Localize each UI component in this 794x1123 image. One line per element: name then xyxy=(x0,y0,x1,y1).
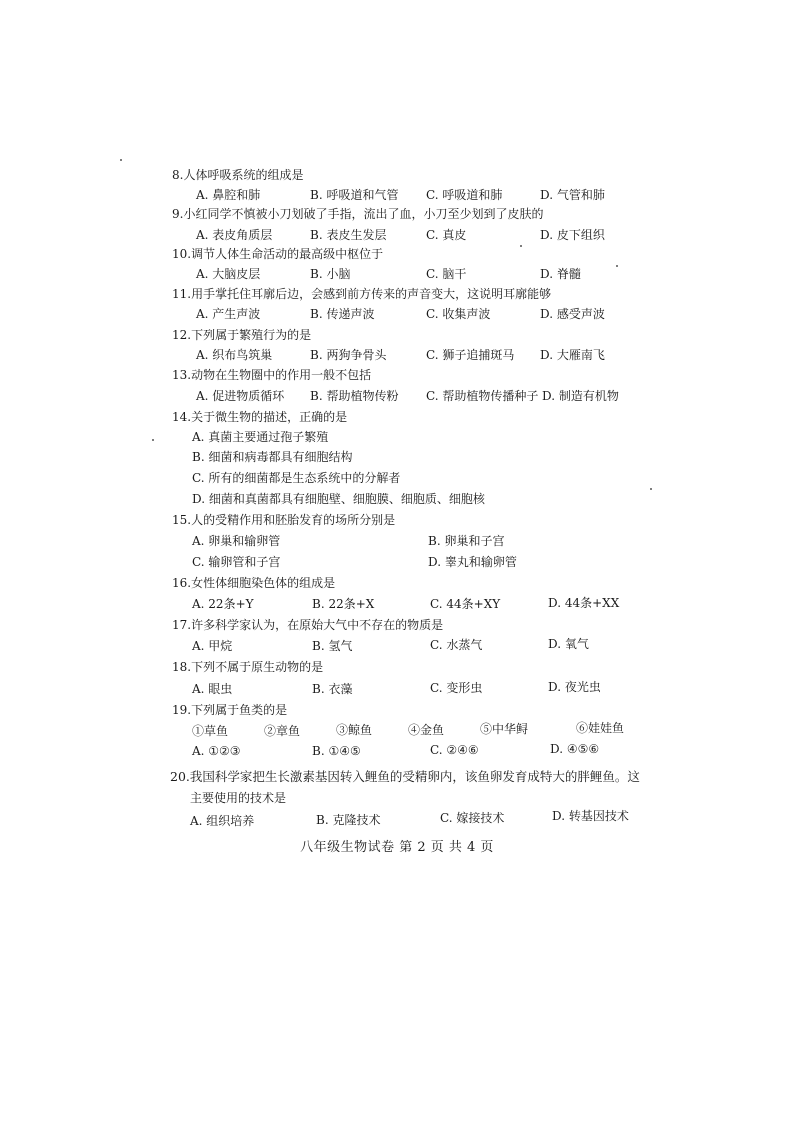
q19-option-a: A. ①②③ xyxy=(192,744,241,758)
question-12-stem: 12.下列属于繁殖行为的是 xyxy=(172,328,312,342)
question-8-stem: 8.人体呼吸系统的组成是 xyxy=(172,168,304,182)
scan-speck xyxy=(650,488,652,490)
scan-speck xyxy=(120,159,122,161)
q13-option-a: A. 促进物质循环 xyxy=(196,389,285,403)
q15-option-c: C. 输卵管和子宫 xyxy=(192,555,281,569)
q10-option-b: B. 小脑 xyxy=(310,267,351,281)
q19-option-d: D. ④⑤⑥ xyxy=(550,742,600,756)
q8-option-a: A. 鼻腔和肺 xyxy=(196,188,261,202)
q19-option-c: C. ②④⑥ xyxy=(430,743,479,757)
q19-item-6: ⑥娃娃鱼 xyxy=(576,721,625,735)
question-20-stem: 20.我国科学家把生长激素基因转入鲤鱼的受精卵内，该鱼卵发育成特大的胖鲤鱼。这 xyxy=(170,769,640,784)
q16-option-d: D. 44条+XX xyxy=(548,596,620,610)
q17-option-b: B. 氢气 xyxy=(312,639,353,653)
question-11-stem: 11.用手掌托住耳廓后边，会感到前方传来的声音变大，这说明耳廓能够 xyxy=(172,287,552,301)
q12-option-c: C. 狮子追捕斑马 xyxy=(426,348,515,362)
q10-option-c: C. 脑干 xyxy=(426,267,467,281)
question-18-stem: 18.下列不属于原生动物的是 xyxy=(172,660,324,674)
q18-option-a: A. 眼虫 xyxy=(192,682,233,696)
scan-speck xyxy=(520,245,522,247)
q19-item-4: ④金鱼 xyxy=(408,723,445,737)
q18-option-d: D. 夜光虫 xyxy=(548,680,601,694)
q11-option-d: D. 感受声波 xyxy=(540,307,605,321)
q10-option-a: A. 大脑皮层 xyxy=(196,267,261,281)
q14-option-a: A. 真菌主要通过孢子繁殖 xyxy=(192,430,329,444)
q9-option-a: A. 表皮角质层 xyxy=(196,228,273,242)
q12-option-d: D. 大雁南飞 xyxy=(540,348,605,362)
q11-option-a: A. 产生声波 xyxy=(196,307,261,321)
q17-option-a: A. 甲烷 xyxy=(192,639,233,653)
q14-option-c: C. 所有的细菌都是生态系统中的分解者 xyxy=(192,471,401,485)
q11-option-c: C. 收集声波 xyxy=(426,307,491,321)
question-14-stem: 14.关于微生物的描述，正确的是 xyxy=(172,410,348,424)
q16-option-b: B. 22条+X xyxy=(312,597,375,611)
q20-option-d: D. 转基因技术 xyxy=(552,809,629,823)
q19-item-5: ⑤中华鲟 xyxy=(480,722,529,736)
q8-option-c: C. 呼吸道和肺 xyxy=(426,188,503,202)
q9-option-c: C. 真皮 xyxy=(426,228,467,242)
q12-option-a: A. 织布鸟筑巢 xyxy=(196,348,273,362)
q12-option-b: B. 两狗争骨头 xyxy=(310,348,387,362)
q9-option-b: B. 表皮生发层 xyxy=(310,228,387,242)
q15-option-d: D. 睾丸和输卵管 xyxy=(428,555,517,569)
q14-option-d: D. 细菌和真菌都具有细胞壁、细胞膜、细胞质、细胞核 xyxy=(192,492,485,506)
q14-option-b: B. 细菌和病毒都具有细胞结构 xyxy=(192,450,353,464)
q15-option-b: B. 卵巢和子宫 xyxy=(428,534,505,548)
question-13-stem: 13.动物在生物圈中的作用一般不包括 xyxy=(172,368,372,382)
q19-option-b: B. ①④⑤ xyxy=(312,744,361,758)
question-10-stem: 10.调节人体生命活动的最高级中枢位于 xyxy=(172,247,384,261)
q16-option-c: C. 44条+XY xyxy=(430,597,501,611)
q13-option-c: C. 帮助植物传播种子 xyxy=(426,389,539,403)
q13-option-d: D. 制造有机物 xyxy=(542,389,619,403)
question-19-stem: 19.下列属于鱼类的是 xyxy=(172,703,288,717)
q19-item-1: ①草鱼 xyxy=(192,724,229,738)
question-20-stem-continued: 主要使用的技术是 xyxy=(190,791,287,805)
q20-option-b: B. 克隆技术 xyxy=(316,813,381,827)
question-15-stem: 15.人的受精作用和胚胎发育的场所分别是 xyxy=(172,513,396,527)
q8-option-d: D. 气管和肺 xyxy=(540,188,605,202)
q19-item-3: ③鲸鱼 xyxy=(336,723,373,737)
scan-speck xyxy=(152,439,154,441)
q17-option-d: D. 氧气 xyxy=(548,637,589,651)
scan-speck xyxy=(616,265,618,267)
q19-item-2: ②章鱼 xyxy=(264,724,301,738)
q18-option-c: C. 变形虫 xyxy=(430,681,483,695)
q8-option-b: B. 呼吸道和气管 xyxy=(310,188,399,202)
q15-option-a: A. 卵巢和输卵管 xyxy=(192,534,281,548)
question-9-stem: 9.小红同学不慎被小刀划破了手指，流出了血，小刀至少划到了皮肤的 xyxy=(172,207,544,221)
q18-option-b: B. 衣藻 xyxy=(312,682,353,696)
page-footer: 八年级生物试卷 第 2 页 共 4 页 xyxy=(300,840,494,855)
q13-option-b: B. 帮助植物传粉 xyxy=(310,389,399,403)
q17-option-c: C. 水蒸气 xyxy=(430,638,483,652)
q11-option-b: B. 传递声波 xyxy=(310,307,375,321)
q9-option-d: D. 皮下组织 xyxy=(540,228,605,242)
q16-option-a: A. 22条+Y xyxy=(192,597,254,611)
question-16-stem: 16.女性体细胞染色体的组成是 xyxy=(172,576,336,590)
q20-option-a: A. 组织培养 xyxy=(190,814,255,828)
q20-option-c: C. 嫁接技术 xyxy=(440,811,505,825)
question-17-stem: 17.许多科学家认为，在原始大气中不存在的物质是 xyxy=(172,618,444,632)
q10-option-d: D. 脊髓 xyxy=(540,267,581,281)
